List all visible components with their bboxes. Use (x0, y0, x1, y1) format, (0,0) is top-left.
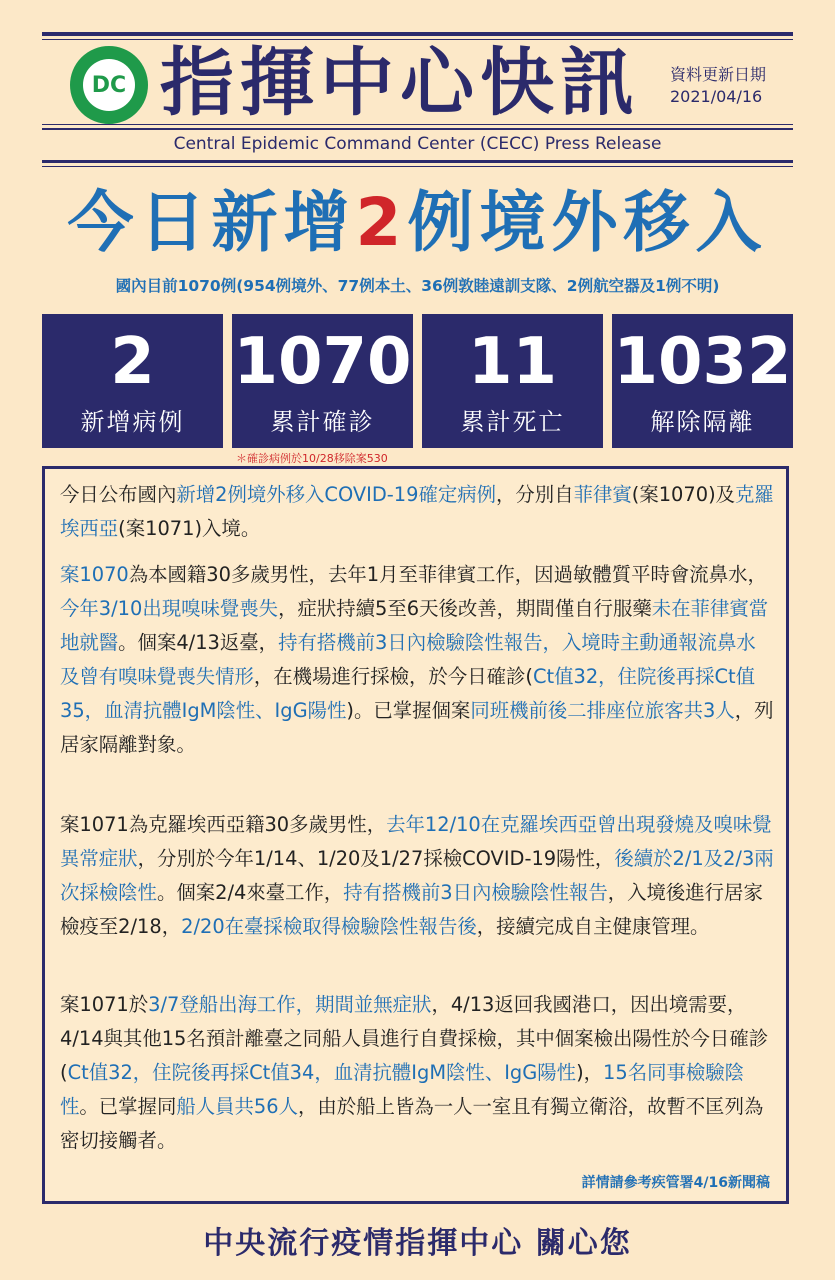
headline-prefix: 今日新增 (67, 184, 356, 261)
text-segment: 案1071於 (60, 993, 149, 1016)
text-highlight: 後續於2/1及2/3兩次採檢陰性 (60, 847, 774, 904)
text-segment: (案1070)及 (631, 483, 736, 506)
text-highlight: 案1070 (60, 563, 129, 586)
stat-label: 解除隔離 (650, 408, 755, 436)
text-segment: ，症狀持續5至6天後改善，期間僅自行服藥 (278, 597, 652, 620)
cdc-logo-text: DC (83, 59, 135, 111)
text-highlight: 持有搭機前3日內檢驗陰性報告 (343, 881, 608, 904)
text-segment: ，接續完成自主健康管理。 (476, 915, 710, 938)
update-date: 2021/04/16 (670, 87, 763, 106)
domestic-summary: 國內目前1070例(954例境外、77例本土、36例敦睦遠訓支隊、2例航空器及1例不明) (115, 277, 720, 295)
stat-released (612, 314, 793, 448)
text-segment: )， (576, 1061, 604, 1084)
text-highlight: 克羅埃西亞 (60, 483, 774, 540)
update-info (670, 64, 795, 108)
stat-value: 2 (110, 325, 155, 399)
text-highlight: 今年3/10出現嗅味覺喪失 (60, 597, 279, 620)
text-highlight: 未在菲律賓當地就醫 (60, 597, 769, 654)
text-highlight: 15名同事檢驗陰性 (60, 1061, 745, 1118)
text-segment: )。已掌握個案 (346, 699, 471, 722)
text-segment: 。個案2/4來臺工作， (156, 881, 344, 904)
update-label: 資料更新日期 (670, 65, 767, 84)
stat-value: 1032 (613, 325, 792, 399)
text-highlight: 新增2例境外移入COVID-19確定病例 (176, 483, 497, 506)
source-note: 詳情請參考疾管署4/16新聞稿 (581, 1175, 770, 1191)
text-segment: 。已掌握同 (79, 1095, 177, 1118)
stat-label: 累計死亡 (460, 408, 565, 436)
text-segment: ，在機場進行採檢，於今日確診( (253, 665, 533, 688)
text-highlight: 持有搭機前3日內檢驗陰性報告，入境時主動通報流鼻水及曾有嗅味覺喪失情形 (60, 631, 756, 688)
stat-value: 11 (467, 325, 558, 399)
text-segment: ，4/13返回我國港口，因出境需要，4/14與其他15名預計離臺之同船人員進行自費採檢，其中個案檢出陽性於今日確診( (60, 993, 769, 1084)
text-highlight: 同班機前後二排座位旅客共3人 (470, 699, 735, 722)
text-segment: ，由於船上皆為一人一室且有獨立衛浴，故暫不匡列為密切接觸者。 (60, 1095, 764, 1152)
text-segment: 案1071為克羅埃西亞籍30多歲男性， (60, 813, 387, 836)
text-segment: ，分別自 (496, 483, 574, 506)
text-segment: ，分別於今年1/14、1/20及1/27採檢COVID-19陽性， (137, 847, 615, 870)
stat-new-cases (42, 314, 223, 448)
subtitle-rule-thick (42, 160, 793, 163)
stat-label: 累計確診 (270, 408, 375, 436)
paragraph-case-1071-ship (60, 988, 775, 1158)
cdc-logo (70, 46, 148, 124)
paragraph-summary (60, 478, 775, 546)
stat-total-deaths (422, 314, 603, 448)
text-highlight: Ct值32，住院後再採Ct值34，血清抗體IgM陰性、IgG陽性 (67, 1061, 577, 1084)
footer-slogan: 中央流行疫情指揮中心 關心您 (203, 1226, 632, 1261)
stat-label: 新增病例 (80, 408, 185, 436)
text-segment: 。個案4/13返臺， (118, 631, 279, 654)
text-segment: ，入境後進行居家檢疫至2/18， (60, 881, 763, 938)
text-highlight: Ct值32，住院後再採Ct值35，血清抗體IgM陰性、IgG陽性 (60, 665, 756, 722)
stat-value: 1070 (233, 325, 412, 399)
stat-footnote: ＊確診病例於10/28移除案530 (236, 452, 388, 465)
headline-suffix: 例境外移入 (407, 184, 768, 261)
headline-number: 2 (355, 184, 408, 261)
press-release-subtitle: Central Epidemic Command Center (CECC) Press Release (173, 134, 662, 154)
text-highlight: 2/20在臺採檢取得檢驗陰性報告後 (181, 915, 477, 938)
stat-total-confirmed (232, 314, 413, 448)
paragraph-case-1071 (60, 808, 775, 944)
text-segment: 為本國籍30多歲男性，去年1月至菲律賓工作，因過敏體質平時會流鼻水， (128, 563, 767, 586)
text-highlight: 3/7登船出海工作，期間並無症狀 (148, 993, 432, 1016)
text-highlight: 去年12/10在克羅埃西亞曾出現發燒及嗅味覺異常症狀 (60, 813, 772, 870)
top-rule-thick (42, 32, 793, 36)
text-segment: 今日公布國內 (60, 483, 177, 506)
subtitle-rule-thin (42, 166, 793, 167)
text-segment: ，列居家隔離對象。 (60, 699, 774, 756)
page-title: 指揮中心快訊 (160, 40, 640, 126)
headline (30, 178, 805, 268)
paragraph-case-1070 (60, 558, 775, 762)
text-segment: (案1071)入境。 (118, 517, 261, 540)
text-highlight: 船人員共56人 (176, 1095, 298, 1118)
mid-rule-thick (42, 128, 793, 130)
text-highlight: 菲律賓 (573, 483, 632, 506)
